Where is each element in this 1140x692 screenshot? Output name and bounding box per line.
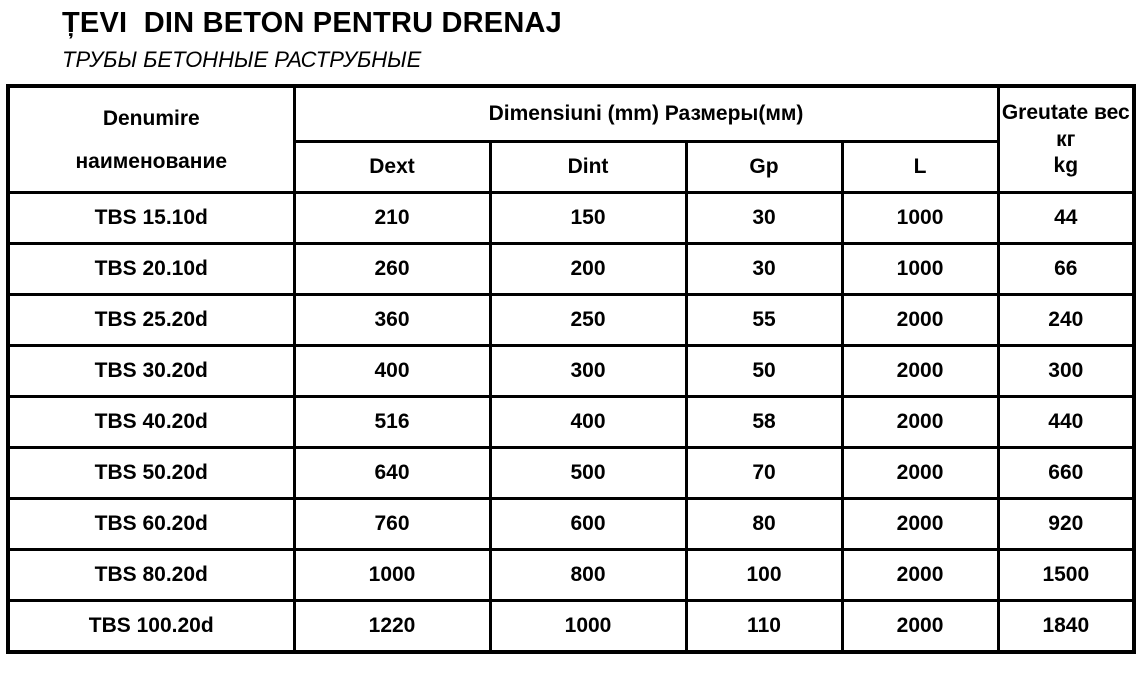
table-header-row-1: [8, 86, 1134, 142]
column-header-weight-line1: Greutate вес: [1001, 101, 1130, 125]
cell-dint: 500: [490, 448, 686, 499]
column-header-dext: Dext: [294, 142, 490, 193]
column-header-weight-line2: кг: [1056, 127, 1076, 151]
column-header-dimensions: Dimensiuni (mm) Размеры(мм): [294, 86, 998, 142]
cell-gp: 30: [686, 193, 842, 244]
cell-gp: 80: [686, 499, 842, 550]
cell-dint: 200: [490, 244, 686, 295]
cell-dint: 300: [490, 346, 686, 397]
cell-l: 2000: [842, 499, 998, 550]
table-row: [8, 295, 1134, 346]
cell-name: TBS 100.20d: [8, 601, 294, 653]
cell-dext: 516: [294, 397, 490, 448]
cell-gp: 55: [686, 295, 842, 346]
column-header-name-ru: наименование: [75, 149, 228, 173]
cell-name: TBS 20.10d: [8, 244, 294, 295]
cell-dint: 250: [490, 295, 686, 346]
cell-dint: 800: [490, 550, 686, 601]
column-header-weight: [998, 86, 1134, 193]
cell-l: 2000: [842, 601, 998, 653]
cell-l: 2000: [842, 346, 998, 397]
table-row: [8, 601, 1134, 653]
cell-dext: 760: [294, 499, 490, 550]
cell-l: 2000: [842, 397, 998, 448]
cell-dint: 150: [490, 193, 686, 244]
title-block: [0, 0, 1140, 72]
cell-name: TBS 15.10d: [8, 193, 294, 244]
cell-dext: 1220: [294, 601, 490, 653]
table-body: [8, 193, 1134, 653]
page-title: ȚEVI DIN BETON PENTRU DRENAJ: [62, 7, 562, 39]
cell-weight: 440: [998, 397, 1134, 448]
cell-l: 2000: [842, 550, 998, 601]
cell-dint: 1000: [490, 601, 686, 653]
cell-weight: 66: [998, 244, 1134, 295]
cell-weight: 660: [998, 448, 1134, 499]
cell-name: TBS 50.20d: [8, 448, 294, 499]
column-header-gp: Gp: [686, 142, 842, 193]
cell-weight: 44: [998, 193, 1134, 244]
cell-dint: 400: [490, 397, 686, 448]
pipe-spec-table: [6, 84, 1136, 654]
cell-name: TBS 80.20d: [8, 550, 294, 601]
table-row: [8, 244, 1134, 295]
column-header-name-ro: Denumire: [102, 106, 200, 130]
cell-l: 2000: [842, 448, 998, 499]
cell-gp: 30: [686, 244, 842, 295]
cell-gp: 58: [686, 397, 842, 448]
table-row: [8, 448, 1134, 499]
cell-gp: 100: [686, 550, 842, 601]
cell-dext: 1000: [294, 550, 490, 601]
table-row: [8, 397, 1134, 448]
table-head: [8, 86, 1134, 193]
column-header-name: [8, 86, 294, 193]
column-header-l: L: [842, 142, 998, 193]
cell-weight: 1840: [998, 601, 1134, 653]
cell-dext: 210: [294, 193, 490, 244]
column-header-weight-line3: kg: [1053, 153, 1079, 177]
cell-weight: 920: [998, 499, 1134, 550]
cell-gp: 70: [686, 448, 842, 499]
cell-l: 2000: [842, 295, 998, 346]
cell-dint: 600: [490, 499, 686, 550]
cell-l: 1000: [842, 244, 998, 295]
cell-dext: 260: [294, 244, 490, 295]
cell-weight: 300: [998, 346, 1134, 397]
table-row: [8, 550, 1134, 601]
cell-weight: 240: [998, 295, 1134, 346]
cell-weight: 1500: [998, 550, 1134, 601]
cell-l: 1000: [842, 193, 998, 244]
cell-name: TBS 25.20d: [8, 295, 294, 346]
cell-name: TBS 60.20d: [8, 499, 294, 550]
cell-gp: 110: [686, 601, 842, 653]
cell-gp: 50: [686, 346, 842, 397]
table-row: [8, 346, 1134, 397]
cell-dext: 400: [294, 346, 490, 397]
cell-dext: 360: [294, 295, 490, 346]
table-row: [8, 193, 1134, 244]
cell-name: TBS 30.20d: [8, 346, 294, 397]
cell-name: TBS 40.20d: [8, 397, 294, 448]
spec-table-wrapper: [0, 84, 1140, 654]
page-subtitle: ТРУБЫ БЕТОННЫЕ РАСТРУБНЫЕ: [62, 46, 422, 72]
cell-dext: 640: [294, 448, 490, 499]
table-row: [8, 499, 1134, 550]
column-header-dint: Dint: [490, 142, 686, 193]
